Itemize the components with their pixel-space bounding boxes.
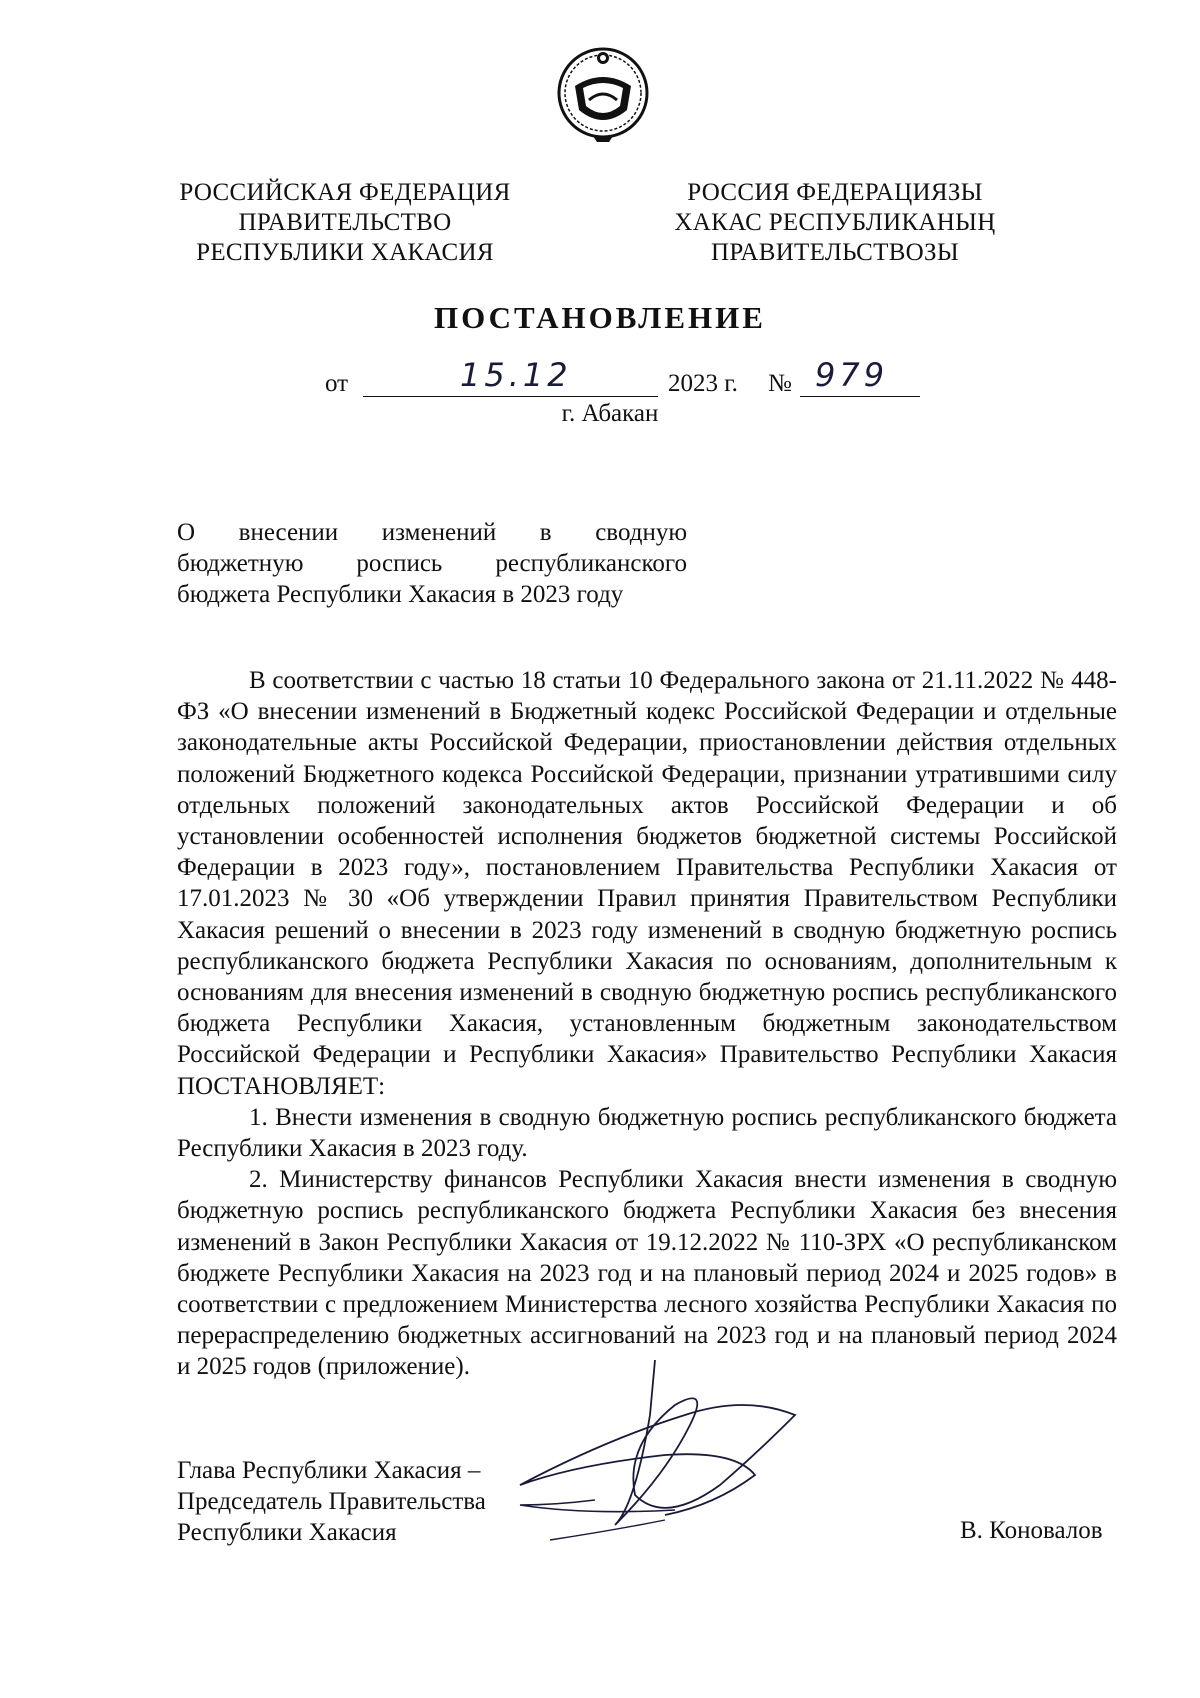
header-right-line-1: РОССИЯ ФЕДЕРАЦИЯЗЫ: [687, 179, 983, 206]
subject-line-3: бюджета Республики Хакасия в 2023 году: [177, 581, 624, 608]
document-title: ПОСТАНОВЛЕНИЕ: [434, 300, 766, 335]
signatory-name: В. Коновалов: [960, 1517, 1103, 1544]
header-left-block: [160, 178, 530, 268]
number-label: №: [768, 370, 792, 397]
signatory-title-line-1: Глава Республики Хакасия –: [177, 1457, 481, 1484]
date-underline: [363, 396, 658, 397]
signatory-title-line-2: Председатель Правительства: [177, 1488, 486, 1515]
subject-line-2: бюджетную роспись республиканского: [177, 550, 687, 577]
year-label: 2023 г.: [668, 370, 738, 397]
body-paragraph-2: 1. Внести изменения в сводную бюджетную роспись республиканского бюджета Республики Хакасия в 2023 году.: [177, 1103, 1117, 1163]
document-body: [177, 665, 1117, 1383]
signatory-title: [177, 1455, 486, 1548]
handwritten-signature: [515, 1355, 815, 1545]
city-label: г. Абакан: [561, 400, 659, 427]
number-underline: [800, 396, 920, 397]
header-left-line-3: РЕСПУБЛИКИ ХАКАСИЯ: [196, 239, 494, 266]
subject-line-1: О внесении изменений в сводную: [177, 519, 687, 546]
signatory-title-line-3: Республики Хакасия: [177, 1519, 397, 1546]
header-left-line-2: ПРАВИТЕЛЬСТВО: [238, 209, 452, 236]
header-right-line-3: ПРАВИТЕЛЬСТВОЗЫ: [711, 239, 959, 266]
header-right-line-2: ХАКАС РЕСПУБЛИКАНЫҢ: [674, 209, 996, 236]
header-left-line-1: РОССИЙСКАЯ ФЕДЕРАЦИЯ: [179, 179, 511, 206]
handwritten-date: 15.12: [460, 356, 572, 394]
body-paragraph-1: В соответствии с частью 18 статьи 10 Федерального закона от 21.11.2022 № 448-ФЗ «О внесении изменений в Бюджетный кодекс Российской Федерации и отдельные законодательные акты Российской Федерации, приостановлении действия отдельных положений Бюджетного кодекса Российской Федерации, признании утратившими силу отдельных положений законодательных актов Российской Федерации и об установлении особенностей исполнения бюджетов бюджетной системы Российской Федерации в 2023 году», постановлением Правительства Республики Хакасия от 17.01.2023 № 30 «Об утверждении Правил принятия Правительством Республики Хакасия решений о внесении в 2023 году изменений в сводную бюджетную роспись республиканского бюджета Республики Хакасия по основаниям, дополнительным к основаниям для внесения изменений в сводную бюджетную роспись республиканского бюджета Республики Хакасия, установленным бюджетным законодательством Российской Федерации и Республики Хакасия» Правительство Республики Хакасия ПОСТАНОВЛЯЕТ:: [177, 667, 1117, 1100]
date-prefix: от: [325, 370, 349, 397]
body-paragraph-3: 2. Министерству финансов Республики Хакасия внести изменения в сводную бюджетную роспись республиканского бюджета Республики Хакасия без внесения изменений в Закон Республики Хакасия от 19.12.2022 № 110-ЗРХ «О республиканском бюджете Республики Хакасия на 2023 год и на плановый период 2024 и 2025 годов» в соответствии с предложением Министерства лесного хозяйства Республики Хакасия по перераспределению бюджетных ассигнований на 2023 год и на плановый период 2024 и 2025 годов (приложение).: [177, 1166, 1117, 1381]
subject-block: [177, 517, 687, 610]
header-right-block: [665, 178, 1005, 268]
handwritten-number: 979: [815, 356, 889, 394]
coat-of-arms-emblem: [553, 38, 653, 148]
